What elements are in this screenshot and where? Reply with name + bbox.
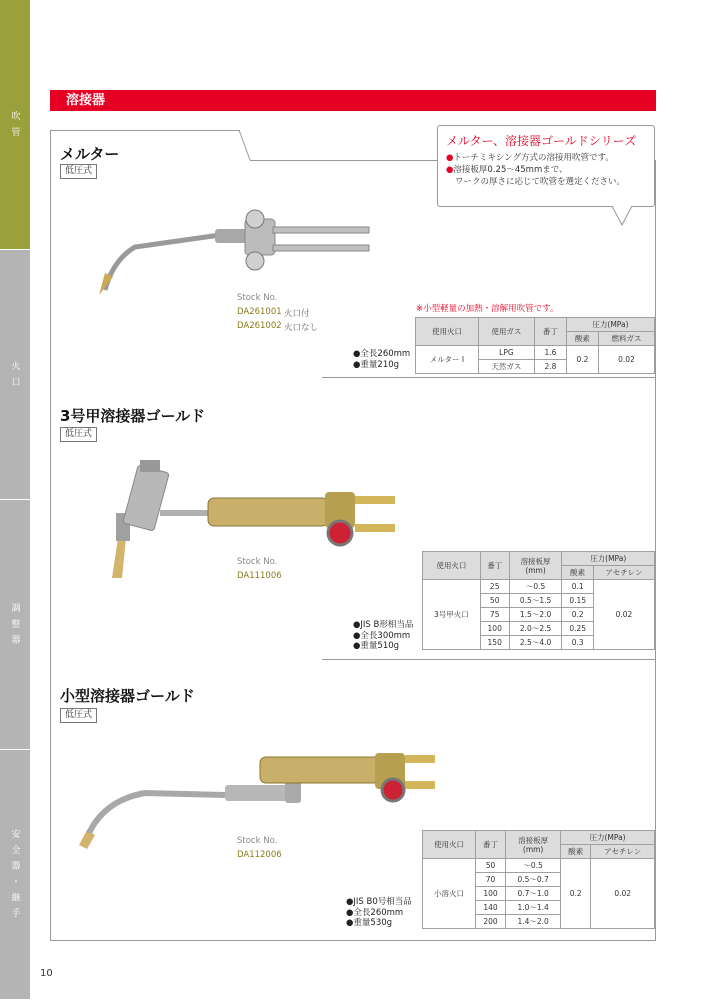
table-cell: 0.15 bbox=[562, 594, 593, 608]
no3-gold-torch-image bbox=[100, 458, 410, 588]
table-cell: メルター I bbox=[416, 346, 479, 374]
spec-table-small-gold bbox=[422, 830, 655, 929]
frame-line bbox=[238, 129, 252, 162]
bullet-icon: ● bbox=[446, 153, 454, 163]
table-cell: 0.25 bbox=[562, 622, 593, 636]
callout-line bbox=[446, 152, 646, 164]
table-header: 酸素 bbox=[566, 332, 598, 346]
bullet-icon: ● bbox=[446, 165, 454, 175]
table-cell: 100 bbox=[475, 887, 505, 901]
table-cell: 140 bbox=[475, 901, 505, 915]
table-cell: 0.5〜0.7 bbox=[506, 873, 561, 887]
table-cell: 100 bbox=[480, 622, 509, 636]
table-cell: 2.8 bbox=[534, 360, 566, 374]
table-header: 圧力(MPa) bbox=[561, 831, 655, 845]
table-cell: 0.2 bbox=[566, 346, 598, 374]
callout-title: メルター、溶接器ゴールドシリーズ bbox=[446, 134, 637, 148]
table-header: アセチレン bbox=[593, 566, 654, 580]
table-cell: 25 bbox=[480, 580, 509, 594]
callout-pointer bbox=[610, 205, 635, 227]
divider bbox=[322, 377, 655, 378]
table-cell: 3号甲火口 bbox=[423, 580, 481, 650]
stock-code: DA112006 bbox=[237, 850, 282, 860]
section-title: 溶接器 bbox=[50, 90, 656, 111]
spec-list bbox=[353, 349, 410, 370]
sidebar-tab-label: 火 口 bbox=[9, 361, 20, 388]
page-number: 10 bbox=[40, 968, 53, 979]
table-header: 番丁 bbox=[480, 552, 509, 580]
table-header: 酸素 bbox=[561, 845, 591, 859]
sidebar-tab-tip[interactable] bbox=[0, 250, 30, 500]
stock-code: DA111006 bbox=[237, 571, 282, 581]
table-cell: 2.0〜2.5 bbox=[509, 622, 562, 636]
table-cell: 0.02 bbox=[598, 346, 654, 374]
table-header: 使用火口 bbox=[416, 318, 479, 346]
callout-line: ワークの厚さに応じて吹管を選定ください。 bbox=[455, 177, 626, 187]
series-callout bbox=[437, 125, 655, 207]
frame-line bbox=[50, 940, 656, 941]
table-cell: 1.5〜2.0 bbox=[509, 608, 562, 622]
table-cell: 0.7〜1.0 bbox=[506, 887, 561, 901]
stock-note: 火口なし bbox=[284, 323, 319, 333]
sidebar-tab-label: 安 全 器 ・ 継 手 bbox=[9, 829, 20, 920]
table-cell: 1.4〜2.0 bbox=[506, 915, 561, 929]
sidebar-tab-torch[interactable] bbox=[0, 0, 30, 250]
callout-text: 溶接板厚0.25〜45mmまで、 bbox=[453, 165, 568, 175]
table-cell: 〜0.5 bbox=[506, 859, 561, 873]
stock-code: DA261001 bbox=[237, 307, 282, 317]
pressure-type-badge: 低圧式 bbox=[60, 427, 97, 442]
spec-item: ●重量530g bbox=[346, 918, 393, 928]
product-note: ※小型軽量の加熱・溶解用吹管です。 bbox=[416, 304, 559, 314]
pressure-type-badge: 低圧式 bbox=[60, 164, 97, 179]
table-header: 溶接板厚 (mm) bbox=[509, 552, 562, 580]
table-cell: 〜0.5 bbox=[509, 580, 562, 594]
frame-line bbox=[50, 130, 240, 131]
table-header: 酸素 bbox=[562, 566, 593, 580]
table-header: 使用ガス bbox=[478, 318, 534, 346]
table-header: 圧力(MPa) bbox=[562, 552, 655, 566]
stock-code: DA261002 bbox=[237, 321, 282, 331]
table-cell: 天然ガス bbox=[478, 360, 534, 374]
table-header: 燃料ガス bbox=[598, 332, 654, 346]
table-cell: 0.3 bbox=[562, 636, 593, 650]
table-cell: 0.02 bbox=[591, 859, 655, 929]
spec-table-no3-gold bbox=[422, 551, 655, 650]
table-row bbox=[423, 580, 655, 594]
stock-note: 火口付 bbox=[284, 309, 310, 319]
stock-label: Stock No. bbox=[237, 557, 278, 567]
table-cell: 75 bbox=[480, 608, 509, 622]
table-cell: 0.02 bbox=[593, 580, 654, 650]
spec-item: ●JIS B0号相当品 bbox=[346, 897, 412, 907]
table-row bbox=[423, 859, 655, 873]
product-title-small-gold: 小型溶接器ゴールド bbox=[60, 687, 195, 705]
table-cell: 200 bbox=[475, 915, 505, 929]
stock-label: Stock No. bbox=[237, 293, 278, 303]
table-header: 使用火口 bbox=[423, 831, 476, 859]
spec-table-melter bbox=[415, 317, 655, 374]
product-title-no3-gold: 3号甲溶接器ゴールド bbox=[60, 407, 206, 425]
callout-text: トーチミキシング方式の溶接用吹管です。 bbox=[453, 153, 614, 163]
product-title-melter: メルター bbox=[60, 145, 120, 163]
sidebar-tab-regulator[interactable] bbox=[0, 500, 30, 750]
spec-list bbox=[346, 897, 412, 929]
sidebar-tab-label: 吹 管 bbox=[9, 111, 20, 138]
table-cell: 70 bbox=[475, 873, 505, 887]
table-cell: 0.5〜1.5 bbox=[509, 594, 562, 608]
pressure-type-badge: 低圧式 bbox=[60, 708, 97, 723]
table-cell: 150 bbox=[480, 636, 509, 650]
spec-item: ●全長260mm bbox=[353, 349, 411, 359]
table-header: 溶接板厚 (mm) bbox=[506, 831, 561, 859]
table-header: 使用火口 bbox=[423, 552, 481, 580]
stock-label: Stock No. bbox=[237, 836, 278, 846]
table-header: 番丁 bbox=[475, 831, 505, 859]
table-cell: 50 bbox=[475, 859, 505, 873]
table-cell: 0.2 bbox=[562, 608, 593, 622]
table-cell: 小溶火口 bbox=[423, 859, 476, 929]
table-cell: 2.5〜4.0 bbox=[509, 636, 562, 650]
table-cell: 1.6 bbox=[534, 346, 566, 360]
table-row bbox=[416, 346, 655, 360]
spec-item: ●全長260mm bbox=[346, 907, 404, 918]
spec-item: ●JIS B形相当品 bbox=[353, 620, 414, 630]
callout-line bbox=[446, 164, 646, 176]
table-cell: 1.0〜1.4 bbox=[506, 901, 561, 915]
melter-torch-image bbox=[95, 205, 375, 300]
spec-item: ●重量210g bbox=[353, 359, 400, 370]
frame-line bbox=[655, 160, 656, 940]
table-cell: 50 bbox=[480, 594, 509, 608]
spec-list bbox=[353, 620, 413, 652]
table-header: アセチレン bbox=[591, 845, 655, 859]
sidebar-tab-label: 調 整 器 bbox=[9, 603, 20, 646]
table-header: 圧力(MPa) bbox=[566, 318, 654, 332]
table-header: 番丁 bbox=[534, 318, 566, 346]
table-cell: 0.1 bbox=[562, 580, 593, 594]
frame-line bbox=[50, 130, 51, 940]
divider bbox=[322, 659, 655, 660]
table-cell: LPG bbox=[478, 346, 534, 360]
table-cell: 0.2 bbox=[561, 859, 591, 929]
spec-item: ●重量510g bbox=[353, 641, 400, 651]
spec-item: ●全長300mm bbox=[353, 630, 411, 641]
sidebar-tab-safety[interactable] bbox=[0, 750, 30, 1000]
